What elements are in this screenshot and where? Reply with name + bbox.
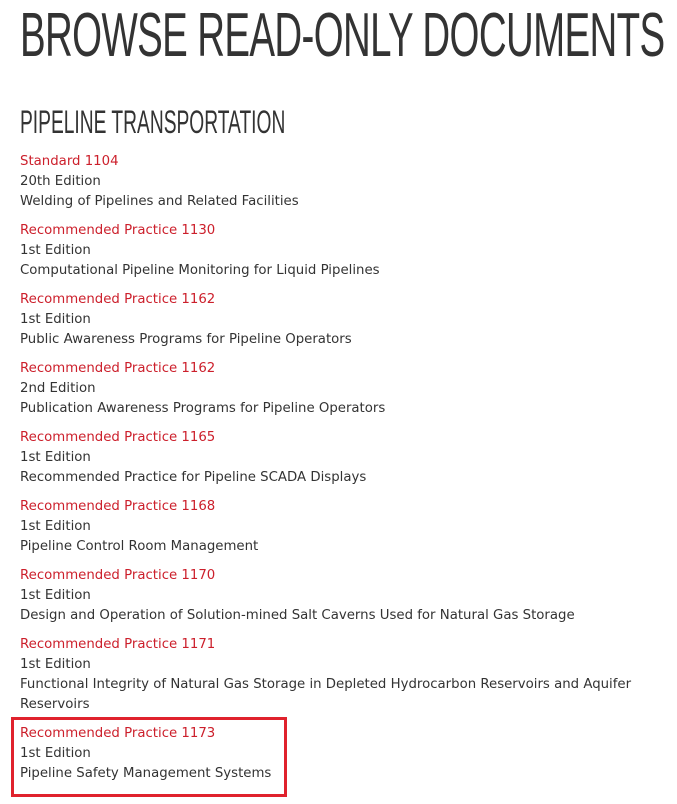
document-title: Functional Integrity of Natural Gas Storage in Depleted Hydrocarbon Reservoirs and Aquifer Reservoirs — [20, 677, 632, 712]
section-title: PIPELINE TRANSPORTATION — [20, 104, 286, 140]
document-link[interactable]: Recommended Practice 1165 — [20, 430, 216, 445]
document-item — [20, 635, 660, 715]
document-title: Publication Awareness Programs for Pipeline Operators — [20, 401, 386, 416]
document-title: Pipeline Control Room Management — [20, 539, 259, 554]
document-edition: 1st Edition — [20, 746, 91, 761]
document-link[interactable]: Recommended Practice 1170 — [20, 568, 216, 583]
document-link[interactable]: Recommended Practice 1171 — [20, 637, 216, 652]
document-edition: 2nd Edition — [20, 381, 96, 396]
document-title: Pipeline Safety Management Systems — [20, 766, 272, 781]
document-item — [20, 290, 660, 350]
document-item — [20, 152, 660, 212]
document-title: Welding of Pipelines and Related Facilities — [20, 194, 299, 209]
document-item — [20, 221, 660, 281]
document-list — [20, 152, 660, 793]
document-link[interactable]: Recommended Practice 1130 — [20, 223, 216, 238]
document-title: Public Awareness Programs for Pipeline Operators — [20, 332, 352, 347]
document-item — [20, 566, 660, 626]
document-edition: 1st Edition — [20, 243, 91, 258]
document-title: Design and Operation of Solution-mined Salt Caverns Used for Natural Gas Storage — [20, 608, 575, 623]
document-link[interactable]: Recommended Practice 1162 — [20, 292, 216, 307]
document-link[interactable]: Recommended Practice 1162 — [20, 361, 216, 376]
page-title: BROWSE READ-ONLY DOCUMENTS — [20, 1, 665, 70]
document-link[interactable]: Recommended Practice 1173 — [20, 726, 216, 741]
highlight-box — [11, 717, 287, 797]
page-content — [20, 0, 670, 781]
document-edition: 1st Edition — [20, 657, 91, 672]
document-item — [20, 359, 660, 419]
document-item — [20, 428, 660, 488]
document-title: Recommended Practice for Pipeline SCADA Displays — [20, 470, 367, 485]
document-edition: 1st Edition — [20, 450, 91, 465]
document-item — [20, 497, 660, 557]
document-link[interactable]: Recommended Practice 1168 — [20, 499, 216, 514]
document-edition: 1st Edition — [20, 312, 91, 327]
document-edition: 1st Edition — [20, 519, 91, 534]
document-item-highlighted — [20, 724, 660, 784]
document-title: Computational Pipeline Monitoring for Liquid Pipelines — [20, 263, 380, 278]
document-edition: 1st Edition — [20, 588, 91, 603]
document-link[interactable]: Standard 1104 — [20, 154, 119, 169]
document-edition: 20th Edition — [20, 174, 101, 189]
